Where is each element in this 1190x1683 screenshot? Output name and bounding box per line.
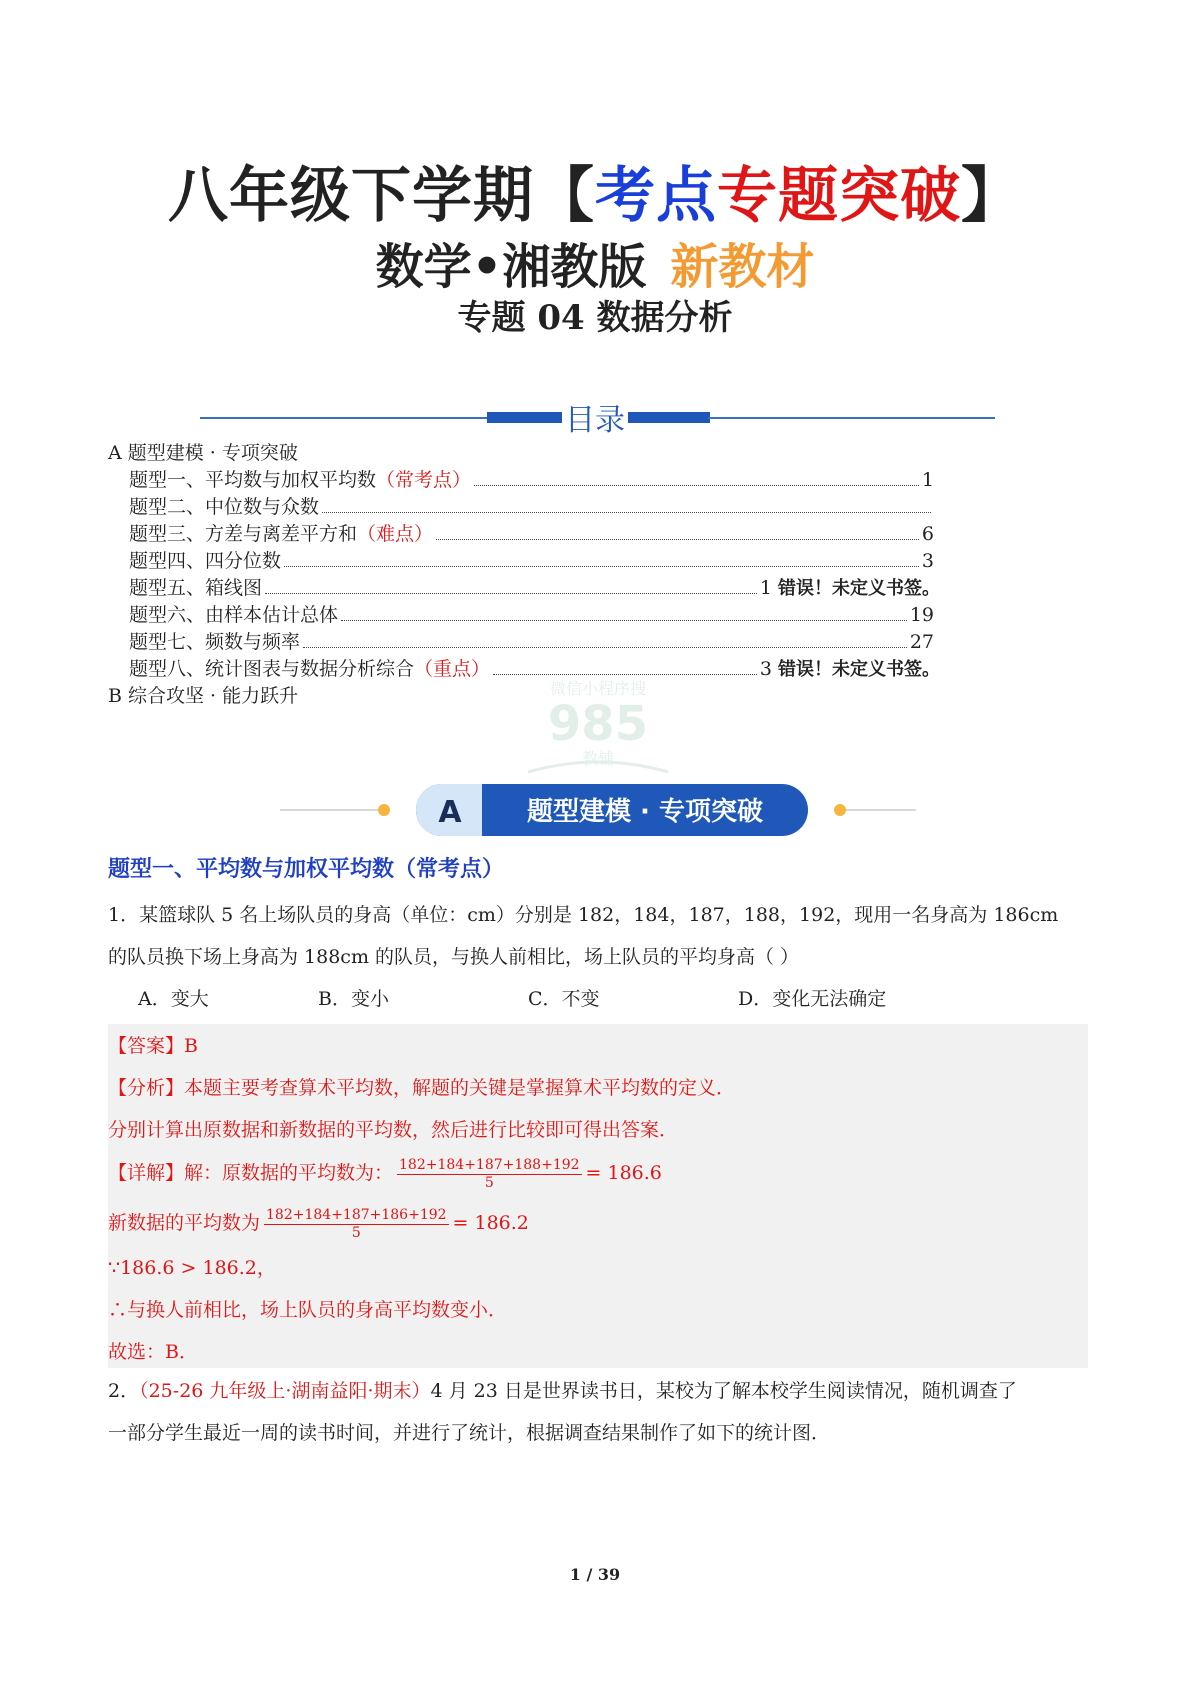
toc-section-b[interactable]: B 综合攻坚 · 能力跃升 xyxy=(108,685,299,707)
q2-line-2: 一部分学生最近一周的读书时间，并进行了统计，根据调查结果制作了如下的统计图． xyxy=(108,1422,831,1444)
toc-item[interactable]: 题型六、由样本估计总体 19 xyxy=(129,604,934,626)
topic-title: 专题 04 数据分析 xyxy=(457,298,733,338)
section-banner xyxy=(270,780,920,840)
banner-text: 题型建模 · 专项突破 xyxy=(527,797,763,827)
banner-dot-left xyxy=(378,804,390,816)
toc-item[interactable]: 题型三、方差与离差平方和 （难点） 6 xyxy=(129,523,934,545)
analysis-line-2: 分别计算出原数据和新数据的平均数，然后进行比较即可得出答案． xyxy=(108,1119,679,1141)
title-highlight-red: 专题突破 xyxy=(717,161,961,231)
toc-item[interactable]: 题型一、平均数与加权平均数 （常考点） 1 xyxy=(129,469,934,491)
title-highlight-blue: 考点 xyxy=(595,161,717,231)
toc-divider-right xyxy=(708,417,995,419)
option-d: D．变化无法确定 xyxy=(738,988,887,1010)
svg-text:教辅: 教辅 xyxy=(581,749,615,768)
q2-line-1: 2．（25-26 九年级上·湖南益阳·期末）4 月 23 日是世界读书日，某校为了解本校学生阅读情况，随机调查了 xyxy=(108,1380,1017,1402)
toc-item[interactable]: 题型五、箱线图 1 错误！未定义书签。 xyxy=(129,577,940,599)
toc-item[interactable]: 题型二、中位数与众数 xyxy=(108,494,940,521)
svg-text:985: 985 xyxy=(547,696,649,752)
watermark-logo xyxy=(488,672,708,782)
because-line: ∵186.6 > 186.2， xyxy=(108,1257,276,1279)
section-heading: 题型一、平均数与加权平均数（常考点） xyxy=(108,857,505,882)
toc-item[interactable]: 题型四、四分位数 3 xyxy=(129,550,934,572)
main-title: 八年级下学期【考点专题突破】 xyxy=(168,161,1022,231)
analysis-line-1: 【分析】本题主要考查算术平均数，解题的关键是掌握算术平均数的定义． xyxy=(108,1077,736,1099)
toc-item[interactable]: 题型八、统计图表与数据分析综合 （重点） 3 错误！未定义书签。 xyxy=(129,658,940,680)
toc-item[interactable]: 题型七、频数与频率 27 xyxy=(129,631,934,653)
svg-text:微信小程序搜: 微信小程序搜 xyxy=(549,679,647,698)
choice-line: 故选：B． xyxy=(108,1341,198,1363)
table-of-contents xyxy=(108,440,940,710)
toc-heading: 目录 xyxy=(565,403,625,438)
detail-line-1: 【详解】解：原数据的平均数为： $\frac{182+184+187+188+192}{5}$ = 186.6 xyxy=(108,1156,662,1191)
option-a: A．变大 xyxy=(138,988,209,1010)
q1-options xyxy=(108,978,1088,1020)
option-c: C．不变 xyxy=(528,988,600,1010)
banner-letter: A xyxy=(438,795,462,830)
banner-dot-right xyxy=(834,804,846,816)
q2-source: （25-26 九年级上·湖南益阳·期末） xyxy=(139,1380,431,1402)
option-b: B．变小 xyxy=(318,988,389,1010)
q1-line-2: 的队员换下场上身高为 188cm 的队员，与换人前相比，场上队员的平均身高（ ） xyxy=(108,946,800,968)
toc-bar-right xyxy=(628,412,710,423)
fraction-new: $\frac{182+184+187+186+192}{5}$ xyxy=(266,1206,447,1241)
toc-divider-left xyxy=(200,417,490,419)
q1-line-1: 1．某篮球队 5 名上场队员的身高（单位：cm）分别是 182，184，187，188，192，现用一名身高为 186cm xyxy=(108,904,1059,926)
subtitle: 数学•湘教版 新教材 xyxy=(375,239,815,295)
toc-section-a[interactable]: A 题型建模 · 专项突破 xyxy=(108,442,298,464)
answer-line: 【答案】B xyxy=(108,1035,198,1057)
fraction-original: $\frac{182+184+187+188+192}{5}$ xyxy=(399,1156,580,1191)
page-number: 1 / 39 xyxy=(569,1565,621,1584)
detail-line-2: 新数据的平均数为 $\frac{182+184+187+186+192}{5}$ = 186.2 xyxy=(108,1206,529,1241)
therefore-line: ∴与换人前相比，场上队员的身高平均数变小． xyxy=(108,1299,508,1321)
toc-bar-left xyxy=(487,412,562,423)
subtitle-tag: 新教材 xyxy=(670,239,815,295)
